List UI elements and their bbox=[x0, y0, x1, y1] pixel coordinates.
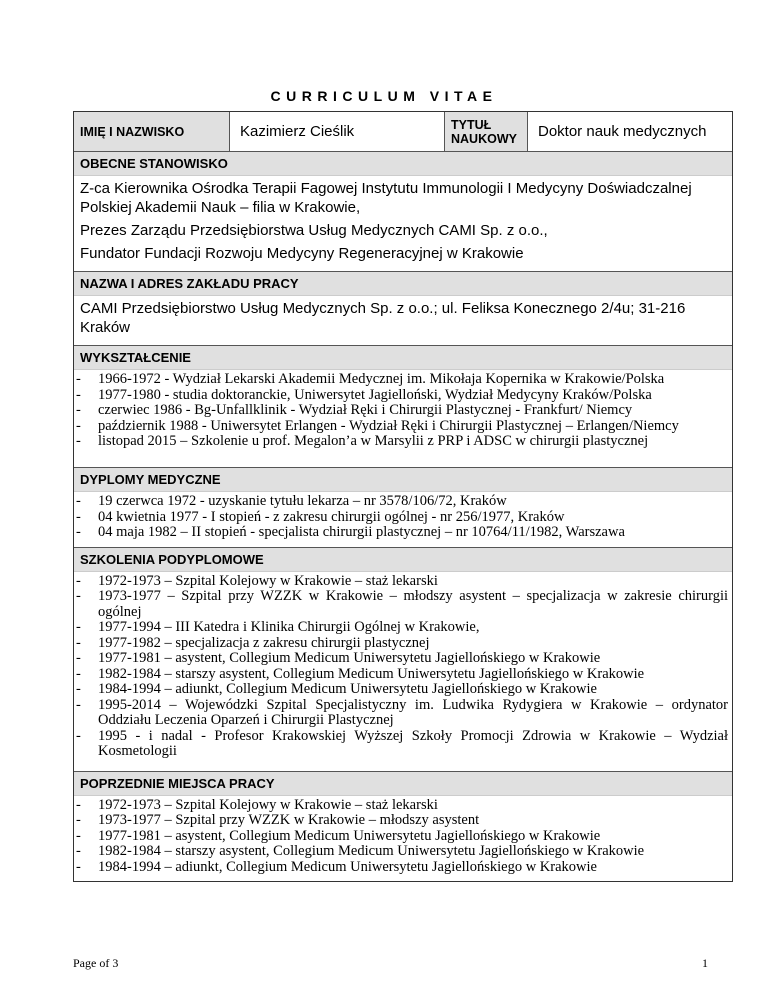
diplomas-heading: DYPLOMY MEDYCZNE bbox=[74, 468, 732, 492]
list-item: - 1984-1994 – adiunkt, Collegium Medicum Uniwersytetu Jagiellońskiego w Krakowie bbox=[74, 860, 728, 876]
list-item: - 1973-1977 – Szpital przy WZZK w Krakowie – młodszy asystent – specjalizacja w zakresie chirurgii ogólnej bbox=[74, 589, 728, 620]
list-item: - 1977-1980 - studia doktoranckie, Uniwersytet Jagielloński, Wydział Medycyny Kraków/Polska bbox=[74, 388, 728, 404]
education-body bbox=[74, 370, 732, 468]
name-row bbox=[74, 112, 732, 152]
training-heading: SZKOLENIA PODYPLOMOWE bbox=[74, 548, 732, 572]
workplace-body bbox=[74, 296, 732, 346]
list-item: - czerwiec 1986 - Bg-Unfallklinik - Wydział Ręki i Chirurgii Plastycznej - Frankfurt/ Niemcy bbox=[74, 403, 728, 419]
education-heading: WYKSZTAŁCENIE bbox=[74, 346, 732, 370]
diplomas-body bbox=[74, 492, 732, 548]
list-item: - 1973-1977 – Szpital przy WZZK w Krakowie – młodszy asystent bbox=[74, 813, 728, 829]
current-position-text: Z-ca Kierownika Ośrodka Terapii Fagowej Instytutu Immunologii I Medycyny Doświadczalnej Polskiej Akademii Nauk – filia w Krakowie, bbox=[80, 180, 692, 216]
list-item: - 1977-1981 – asystent, Collegium Medicum Uniwersytetu Jagiellońskiego w Krakowie bbox=[74, 651, 728, 667]
name-value: Kazimierz Cieślik bbox=[230, 112, 445, 151]
list-item: - październik 1988 - Uniwersytet Erlangen - Wydział Ręki i Chirurgii Plastycznej – Erlangen/Niemcy bbox=[74, 419, 728, 435]
workplace-heading: NAZWA I ADRES ZAKŁADU PRACY bbox=[74, 272, 732, 296]
workplace-text: CAMI Przedsiębiorstwo Usług Medycznych Sp. z o.o.; ul. Feliksa Konecznego 2/4u; 31-216 Kraków bbox=[80, 300, 686, 336]
current-position-text: Prezes Zarządu Przedsiębiorstwa Usług Medycznych CAMI Sp. z o.o., bbox=[80, 222, 548, 239]
previous-jobs-body bbox=[74, 796, 732, 882]
cv-table bbox=[73, 111, 733, 882]
list-item: - 1972-1973 – Szpital Kolejowy w Krakowie – staż lekarski bbox=[74, 574, 728, 590]
name-label: IMIĘ I NAZWISKO bbox=[74, 112, 230, 151]
list-item: - listopad 2015 – Szkolenie u prof. Megalon’a w Marsylii z PRP i ADSC w chirurgii plastycznej bbox=[74, 434, 728, 450]
page-label: Page of 3 bbox=[73, 956, 119, 970]
page-number: 1 bbox=[702, 956, 708, 970]
degree-label-line1: TYTUŁ bbox=[451, 117, 492, 132]
list-item: - 1972-1973 – Szpital Kolejowy w Krakowie – staż lekarski bbox=[74, 798, 728, 814]
list-item: - 04 maja 1982 – II stopień - specjalista chirurgii plastycznej – nr 10764/11/1982, Warszawa bbox=[74, 525, 728, 541]
current-position-heading: OBECNE STANOWISKO bbox=[74, 152, 732, 176]
list-item: - 1995 - i nadal - Profesor Krakowskiej Wyższej Szkoły Promocji Zdrowia w Krakowie – Wydział Kosmetologii bbox=[74, 729, 728, 760]
list-item: - 1995-2014 – Wojewódzki Szpital Specjalistyczny im. Ludwika Rydygiera w Krakowie – ordynator Oddziału Leczenia Oparzeń i Chirurgii Plastycznej bbox=[74, 698, 728, 729]
list-item: - 1977-1981 – asystent, Collegium Medicum Uniwersytetu Jagiellońskiego w Krakowie bbox=[74, 829, 728, 845]
degree-label-line2: NAUKOWY bbox=[451, 131, 517, 146]
list-item: - 1984-1994 – adiunkt, Collegium Medicum Uniwersytetu Jagiellońskiego w Krakowie bbox=[74, 682, 728, 698]
previous-jobs-heading: POPRZEDNIE MIEJSCA PRACY bbox=[74, 772, 732, 796]
current-position-text: Fundator Fundacji Rozwoju Medycyny Regeneracyjnej w Krakowie bbox=[80, 245, 524, 262]
list-item: - 1982-1984 – starszy asystent, Collegium Medicum Uniwersytetu Jagiellońskiego w Krakowie bbox=[74, 667, 728, 683]
degree-value: Doktor nauk medycznych bbox=[527, 112, 732, 151]
list-item: - 1977-1982 – specjalizacja z zakresu chirurgii plastycznej bbox=[74, 636, 728, 652]
training-body bbox=[74, 572, 732, 772]
degree-label bbox=[445, 112, 527, 151]
list-item: - 1966-1972 - Wydział Lekarski Akademii Medycznej im. Mikołaja Kopernika w Krakowie/Polska bbox=[74, 372, 728, 388]
list-item: - 1977-1994 – III Katedra i Klinika Chirurgii Ogólnej w Krakowie, bbox=[74, 620, 728, 636]
list-item: - 1982-1984 – starszy asystent, Collegium Medicum Uniwersytetu Jagiellońskiego w Krakowie bbox=[74, 844, 728, 860]
current-position-body bbox=[74, 176, 732, 272]
document-title: CURRICULUM VITAE bbox=[270, 88, 498, 104]
list-item: - 04 kwietnia 1977 - I stopień - z zakresu chirurgii ogólnej - nr 256/1977, Kraków bbox=[74, 510, 728, 526]
list-item: - 19 czerwca 1972 - uzyskanie tytułu lekarza – nr 3578/106/72, Kraków bbox=[74, 494, 728, 510]
